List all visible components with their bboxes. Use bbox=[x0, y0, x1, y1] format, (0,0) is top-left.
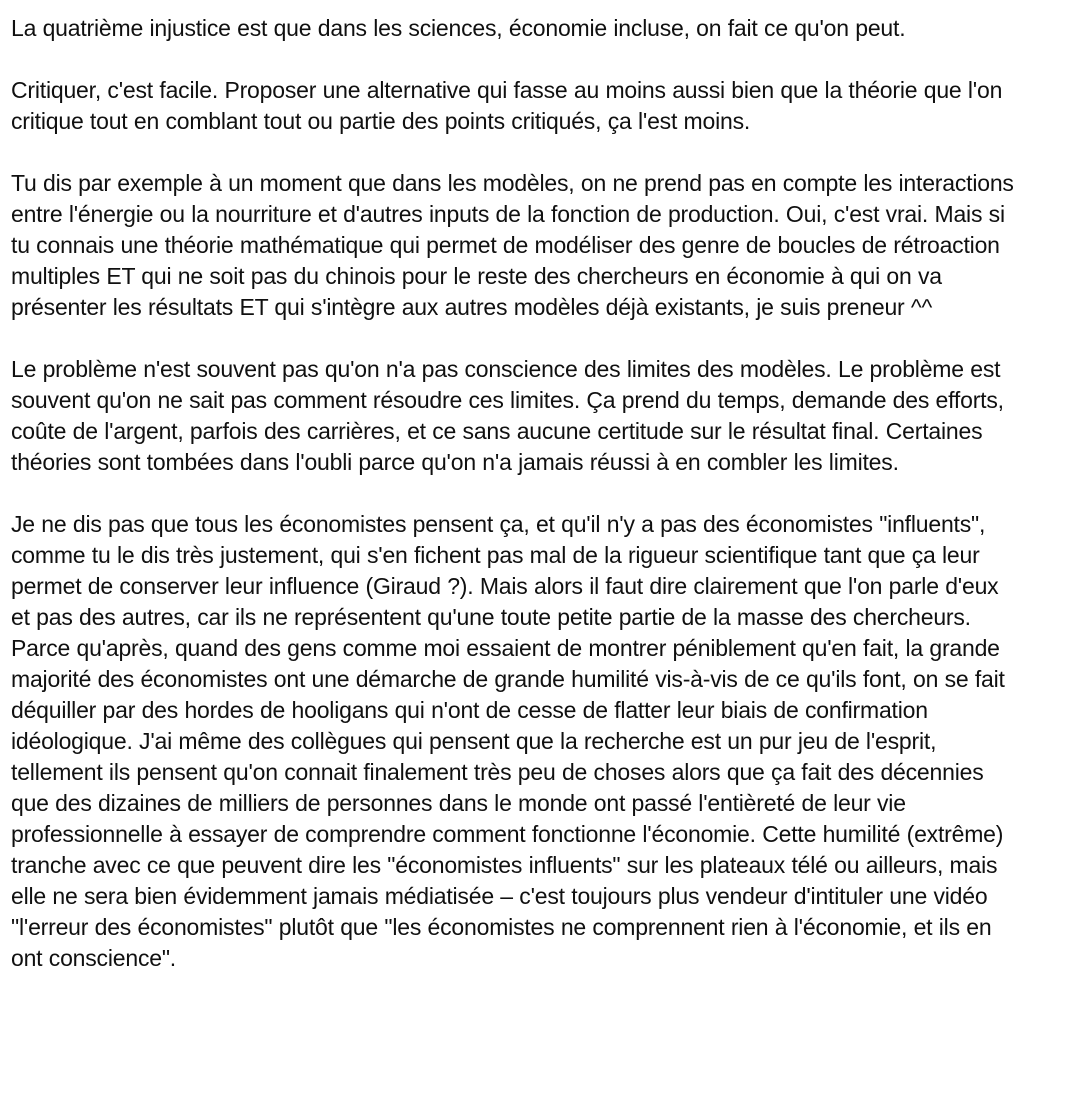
paragraph-5: Je ne dis pas que tous les économistes pensent ça, et qu'il n'y a pas des économistes "influents", comme tu le dis très justement, qui s'en fichent pas mal de la rigueur scientifique tant que ça leur permet de conserver leur influence (Giraud ?). Mais alors il faut dire clairement que l'on parle d'eux et pas des autres, car ils ne représentent qu'une toute petite partie de la masse des chercheurs. Parce qu'après, quand des gens comme moi essaient de montrer péniblement qu'en fait, la grande majorité des économistes ont une démarche de grande humilité vis-à-vis de ce qu'ils font, on se fait déquiller par des hordes de hooligans qui n'ont de cesse de flatter leur biais de confirmation idéologique. J'ai même des collègues qui pensent que la recherche est un pur jeu de l'esprit, tellement ils pensent qu'on connait finalement très peu de choses alors que ça fait des décennies que des dizaines de milliers de personnes dans le monde ont passé l'entièreté de leur vie professionnelle à essayer de comprendre comment fonctionne l'économie. Cette humilité (extrême) tranche avec ce que peuvent dire les "économistes influents" sur les plateaux télé ou ailleurs, mais elle ne sera bien évidemment jamais médiatisée – c'est toujours plus vendeur d'intituler une vidéo "l'erreur des économistes" plutôt que "les économistes ne comprennent rien à l'économie, et ils en ont conscience". bbox=[11, 511, 1005, 971]
paragraph-4: Le problème n'est souvent pas qu'on n'a pas conscience des limites des modèles. Le problème est souvent qu'on ne sait pas comment résoudre ces limites. Ça prend du temps, demande des efforts, coûte de l'argent, parfois des carrières, et ce sans aucune certitude sur le résultat final. Certaines théories sont tombées dans l'oubli parce qu'on n'a jamais réussi à en combler les limites. bbox=[11, 356, 1004, 475]
paragraph-1: La quatrième injustice est que dans les sciences, économie incluse, on fait ce qu'on peut. bbox=[11, 15, 906, 41]
paragraph-2: Critiquer, c'est facile. Proposer une alternative qui fasse au moins aussi bien que la théorie que l'on critique tout en comblant tout ou partie des points critiqués, ça l'est moins. bbox=[11, 77, 1003, 134]
paragraph-3: Tu dis par exemple à un moment que dans les modèles, on ne prend pas en compte les interactions entre l'énergie ou la nourriture et d'autres inputs de la fonction de production. Oui, c'est vrai. Mais si tu connais une théorie mathématique qui permet de modéliser des genre de boucles de rétroaction multiples ET qui ne soit pas du chinois pour le reste des chercheurs en économie à qui on va présenter les résultats ET qui s'intègre aux autres modèles déjà existants, je suis preneur ^^ bbox=[11, 170, 1014, 320]
